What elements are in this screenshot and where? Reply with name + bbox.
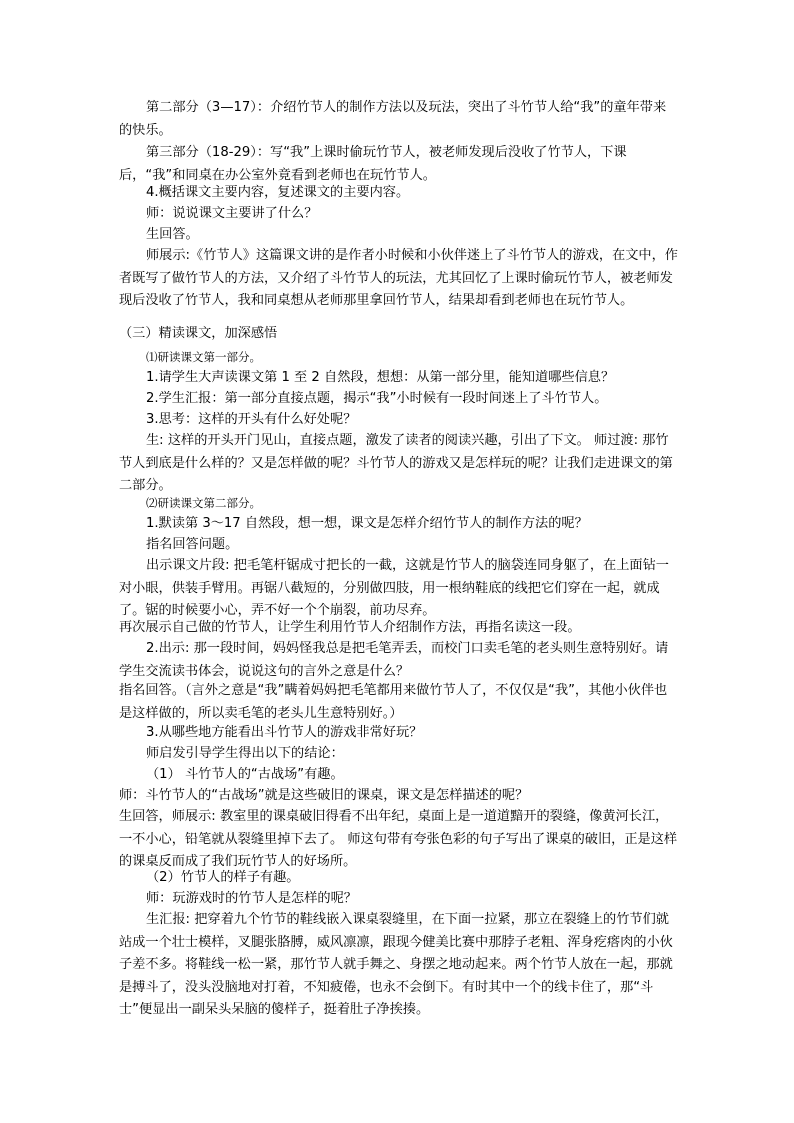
paragraph-point-1: （1） 斗竹节人的“古战场”有趣。 xyxy=(146,767,344,782)
paragraph-implied-meaning: 指名回答。（言外之意是“我”瞒着妈妈把毛笔都用来做竹节人了，不仅仅是“我”，其他小伙伴也是这样做的，所以卖毛笔的老头儿生意特别好。） xyxy=(119,683,668,721)
paragraph-part-two-step-3: 3.从哪些地方能看出斗竹节人的游戏非常好玩？ xyxy=(146,725,423,740)
paragraph-part-two-step-2: 2.出示: 那一段时间，妈妈怪我总是把毛笔弄丢，而校门口卖毛笔的老头则生意特别好。请学生交流读书体会，说说这句的言外之意是什么？ xyxy=(119,641,669,679)
paragraph-part-three-summary: 第三部分（18-29）：写“我”上课时偷玩竹节人，被老师发现后没收了竹节人，下课后，“我”和同桌在办公室外竟看到老师也在玩竹节人。 xyxy=(119,145,627,183)
paragraph-point-2: （2）竹节人的样子有趣。 xyxy=(146,870,300,885)
paragraph-teacher-display: 师展示:《竹节人》这篇课文讲的是作者小时候和小伙伴迷上了斗竹节人的游戏，在文中，作者既写了做竹节人的方法，又介绍了斗竹节人的玩法，尤其回忆了上课时偷玩竹节人，被老师发现后没收了竹节人，我和同桌想从老师那里拿回竹节人，结果却看到老师也在玩竹节人。 xyxy=(119,248,678,308)
subheading-part-two: ⑵研读课文第二部分。 xyxy=(146,496,261,510)
paragraph-name-answer: 指名回答问题。 xyxy=(146,537,239,552)
paragraph-student-report: 生汇报: 把穿着九个竹节的鞋线嵌入课桌裂缝里，在下面一拉紧，那立在裂缝上的竹节们就站成一个壮士模样，叉腿张胳膊，威风凛凛，跟现今健美比赛中那脖子老粗、浑身疙瘩肉的小伙子差不多。将鞋线一松一紧，那竹节人就手舞之、身摆之地动起来。两个竹节人放在一起，那就是搏斗了，没头没脑地对打着，不知疲倦，也永不会倒下。有时其中一个的线卡住了，那“斗士”便显出一副呆头呆脑的傻样子，挺着肚子净挨揍。 xyxy=(119,912,673,1017)
paragraph-battlefield-question: 师：斗竹节人的“古战场”就是这些破旧的课桌，课文是怎样描述的呢？ xyxy=(119,788,529,803)
subheading-part-one: ⑴研读课文第一部分。 xyxy=(146,350,261,364)
paragraph-text-excerpt: 出示课文片段: 把毛笔杆锯成寸把长的一截，这就是竹节人的脑袋连同身躯了，在上面钻一对小眼，供装手臂用。再锯八截短的，分别做四肢，用一根纳鞋底的线把它们穿在一起，就成了。锯的时候要小心，弄不好一个个崩裂，前功尽弃。 xyxy=(119,558,669,618)
paragraph-teacher-question: 师：说说课文主要讲了什么？ xyxy=(146,206,318,221)
paragraph-part-two-summary: 第二部分（3—17）：介绍竹节人的制作方法以及玩法，突出了斗竹节人给“我”的童年带来的快乐。 xyxy=(119,100,667,138)
section-heading-intensive-reading: （三）精读课文，加深感悟 xyxy=(119,326,278,341)
paragraph-part-one-step-3: 3.思考：这样的开头有什么好处呢？ xyxy=(146,412,357,427)
paragraph-conclusion-intro: 师启发引导学生得出以下的结论： xyxy=(146,746,344,761)
paragraph-part-one-step-1: 1.请学生大声读课文第 1 至 2 自然段，想想：从第一部分里，能知道哪些信息？ xyxy=(146,370,615,385)
paragraph-part-two-step-1: 1.默读第 3～17 自然段，想一想，课文是怎样介绍竹节人的制作方法的呢？ xyxy=(146,516,588,531)
paragraph-part-one-step-2: 2.学生汇报：第一部分直接点题，揭示“我”小时候有一段时间迷上了斗竹节人。 xyxy=(146,391,608,406)
paragraph-appearance-question: 师：玩游戏时的竹节人是怎样的呢？ xyxy=(146,891,357,906)
paragraph-show-again: 再次展示自己做的竹节人，让学生利用竹节人介绍制作方法，再指名读这一段。 xyxy=(119,620,581,635)
paragraph-step-4: 4.概括课文主要内容，复述课文的主要内容。 xyxy=(146,185,410,200)
paragraph-student-teacher-transition: 生: 这样的开头开门见山，直接点题，激发了读者的阅读兴趣，引出了下文。 师过渡: 那竹节人到底是什么样的？又是怎样做的呢？斗竹节人的游戏又是怎样玩的呢？让我们走进课文的第二部分。 xyxy=(119,433,673,493)
paragraph-student-answer: 生回答。 xyxy=(146,227,199,242)
paragraph-battlefield-description: 生回答，师展示: 教室里的课桌破旧得看不出年纪，桌面上是一道道黯开的裂缝，像黄河长江，一不小心，铅笔就从裂缝里掉下去了。 师这句带有夸张色彩的句子写出了课桌的破旧，正是这样的课桌反而成了我们玩竹节人的好场所。 xyxy=(119,809,678,869)
